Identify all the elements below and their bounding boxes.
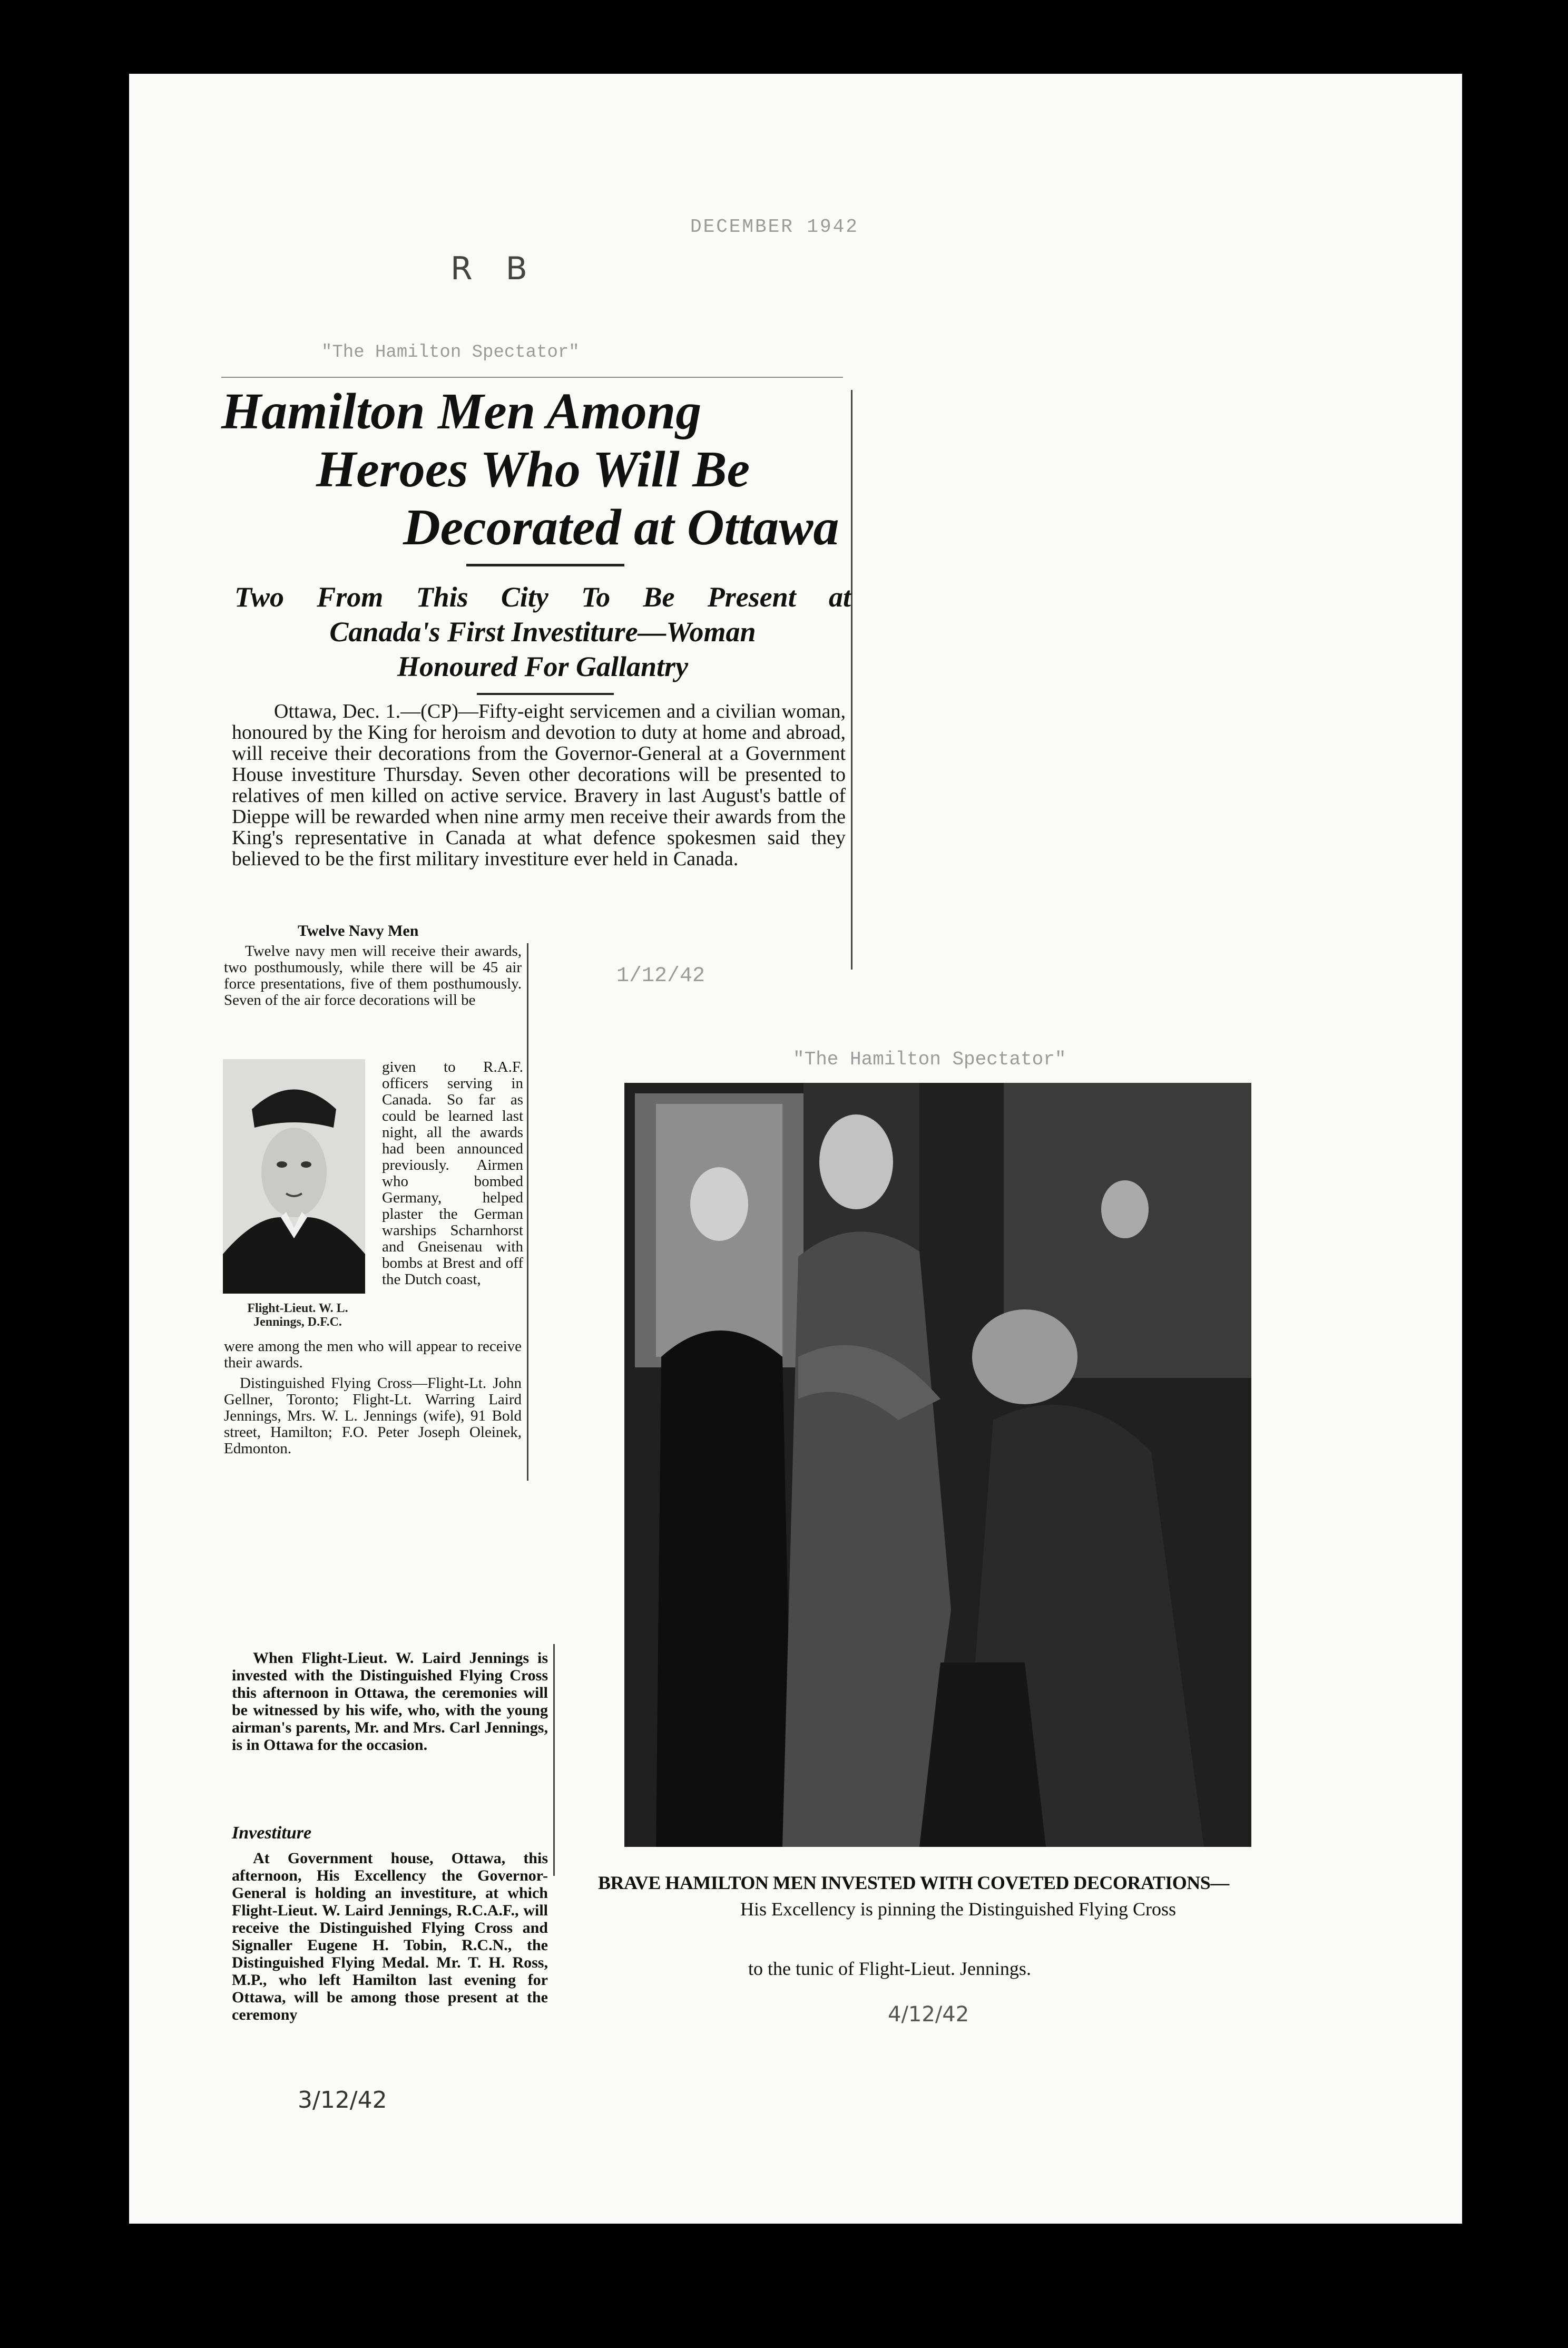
- handwritten-initials: R B: [450, 250, 539, 287]
- deck-line2: Canada's First Investiture—Woman: [329, 616, 756, 648]
- deck-rule: [477, 693, 614, 695]
- photo-date-note-bottom: 4/12/42: [888, 2002, 969, 2027]
- photo-caption-line3: to the tunic of Flight-Lieut. Jennings.: [748, 1958, 1031, 1979]
- photo-caption-line2: His Excellency is pinning the Distinguished Flying Cross: [740, 1899, 1176, 1920]
- deck: [234, 580, 851, 684]
- headline-line1: Hamilton Men Among: [221, 383, 702, 440]
- article2-edge: [553, 1644, 555, 1876]
- headline-line3: Decorated at Ottawa: [403, 499, 839, 556]
- column-paragraph2: were among the men who will appear to receive their awards.: [224, 1338, 522, 1371]
- column-narrow-text: given to R.A.F. officers serving in Canada. So far as could be learned last night, all the awards had been announced previously. Airmen who bombed Germany, helped plaster the German warships Scharnhorst and Gneisenau with bombs at Brest and off the Dutch coast,: [382, 1059, 523, 1288]
- lede-paragraph: Ottawa, Dec. 1.—(CP)—Fifty-eight servicemen and a civilian woman, honoured by the King for heroism and devotion to duty at home and abroad, will receive their decorations from the Governor-General at a Government House investiture Thursday. Seven other decorations will be presented to relatives of men killed on active service. Bravery in last August's battle of Dieppe will be rewarded when nine army men receive their awards from the King's representative in Canada at what defence spokesmen said they believed to be the first military investiture ever held in Canada.: [232, 700, 846, 870]
- photo-caption-headline: BRAVE HAMILTON MEN INVESTED WITH COVETED DECORATIONS—: [598, 1872, 1229, 1893]
- scrapbook-page: [129, 74, 1462, 2224]
- article2-paragraph1: When Flight-Lieut. W. Laird Jennings is invested with the Distinguished Flying Cross this afternoon in Ottawa, the ceremonies will be witnessed by his wife, who, with the young airman's parents, Mr. and Mrs. Carl Jennings, is in Ottawa for the occasion.: [232, 1649, 548, 1754]
- column-paragraph1: Twelve navy men will receive their awards, two posthumously, while there will be 45 air force presentations, five of them posthumously. Seven of the air force decorations will be: [224, 943, 522, 1009]
- investiture-image: [624, 1083, 1251, 1847]
- column-edge-right: [851, 390, 852, 970]
- portrait-image: [223, 1059, 365, 1294]
- source-label-top: "The Hamilton Spectator": [321, 343, 580, 363]
- portrait-caption-line1: Flight-Lieut. W. L.: [247, 1302, 348, 1315]
- portrait-caption-line2: Jennings, D.F.C.: [253, 1315, 342, 1329]
- deck-line3: Honoured For Gallantry: [397, 651, 689, 682]
- portrait-caption: [227, 1302, 369, 1329]
- column-paragraph3: Distinguished Flying Cross—Flight-Lt. John Gellner, Toronto; Flight-Lt. Warring Laird Jennings, Mrs. W. L. Jennings (wife), 91 Bold street, Hamilton; F.O. Peter Joseph Oleinek, Edmonton.: [224, 1375, 522, 1457]
- headline-rule: [466, 564, 624, 566]
- portrait-photo: [223, 1059, 365, 1294]
- date-stamp: DECEMBER 1942: [690, 216, 859, 238]
- column-edge-left-clip: [527, 943, 528, 1481]
- source-label-photo: "The Hamilton Spectator": [793, 1049, 1066, 1070]
- investiture-photo: [624, 1083, 1251, 1847]
- headline-line2: Heroes Who Will Be: [316, 441, 750, 498]
- subhead-navy: Twelve Navy Men: [298, 922, 419, 940]
- article2-date-note: 3/12/42: [298, 2087, 387, 2114]
- photo-date-note-top: 1/12/42: [616, 964, 705, 988]
- article2-paragraph2: At Government house, Ottawa, this afternoon, His Excellency the Governor-General is holding an investiture, at which Flight-Lieut. W. Laird Jennings, R.C.A.F., will receive the Distinguished Flying Cross and Signaller Eugene H. Tobin, R.C.N., the Distinguished Flying Medal. Mr. T. H. Ross, M.P., who left Hamilton last evening for Ottawa, will be among those present at the ceremony: [232, 1850, 548, 2023]
- article2-subhead: Investiture: [232, 1823, 312, 1843]
- clipping-top-edge: [221, 377, 843, 378]
- deck-line1: Two From This City To Be Present at: [234, 581, 851, 613]
